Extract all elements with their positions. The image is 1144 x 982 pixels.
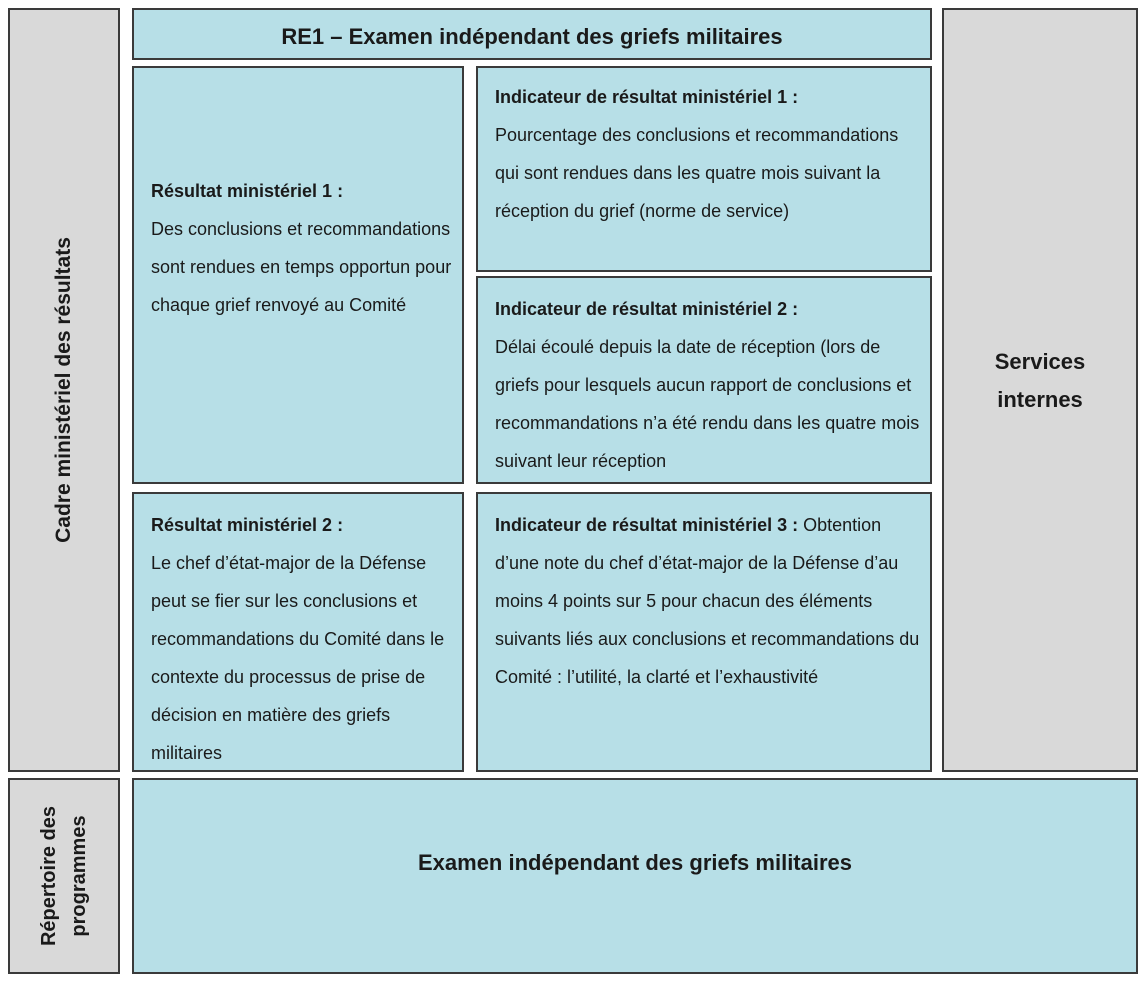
framework-side-panel: [8, 8, 120, 772]
departmental-result-1-box: [132, 66, 464, 484]
core-responsibility-title: RE1 – Examen indépendant des griefs militaires: [281, 24, 783, 49]
result-indicator-2-heading: Indicateur de résultat ministériel 2 :: [495, 299, 799, 319]
program-label: Examen indépendant des griefs militaires: [417, 850, 853, 875]
result-indicator-3-heading: Indicateur de résultat ministériel 3 :: [495, 515, 799, 535]
internal-services-label: Services internes: [994, 349, 1086, 412]
result-indicator-1-box: [476, 66, 932, 272]
departmental-result-2-heading: Résultat ministériel 2 :: [151, 515, 344, 535]
core-responsibility-header: [132, 8, 932, 60]
program-inventory-label: Répertoire des programmes: [38, 805, 90, 947]
program-inventory-side-panel: [8, 778, 120, 974]
departmental-result-1-heading: Résultat ministériel 1 :: [151, 181, 344, 201]
program-box: [132, 778, 1138, 974]
framework-label: Cadre ministériel des résultats: [52, 237, 75, 543]
departmental-result-2-box: [132, 492, 464, 772]
departmental-result-1-text: Des conclusions et recommandations sont rendues en temps opportun pour chaque grief renvoyé au Comité: [151, 219, 452, 315]
result-indicator-3-text: Obtention d’une note du chef d’état-major de la Défense d’au moins 4 points sur 5 pour chacun des éléments suivants liés aux conclusions et recommandations du Comité : l’utilité, la clarté et l’exhaustivité: [495, 515, 920, 687]
result-indicator-3-box: [476, 492, 932, 772]
result-indicator-2-box: [476, 276, 932, 484]
internal-services-panel: [942, 8, 1138, 772]
result-indicator-1-heading: Indicateur de résultat ministériel 1 :: [495, 87, 799, 107]
result-indicator-1-text: Pourcentage des conclusions et recommandations qui sont rendues dans les quatre mois suivant la réception du grief (norme de service): [495, 125, 899, 221]
result-indicator-2-text: Délai écoulé depuis la date de réception (lors de griefs pour lesquels aucun rapport de conclusions et recommandations n’a été rendu dans les quatre mois suivant leur réception: [495, 337, 920, 471]
departmental-result-2-text: Le chef d’état-major de la Défense peut se fier sur les conclusions et recommandations du Comité dans le contexte du processus de prise de décision en matière des griefs militaires: [151, 553, 445, 763]
